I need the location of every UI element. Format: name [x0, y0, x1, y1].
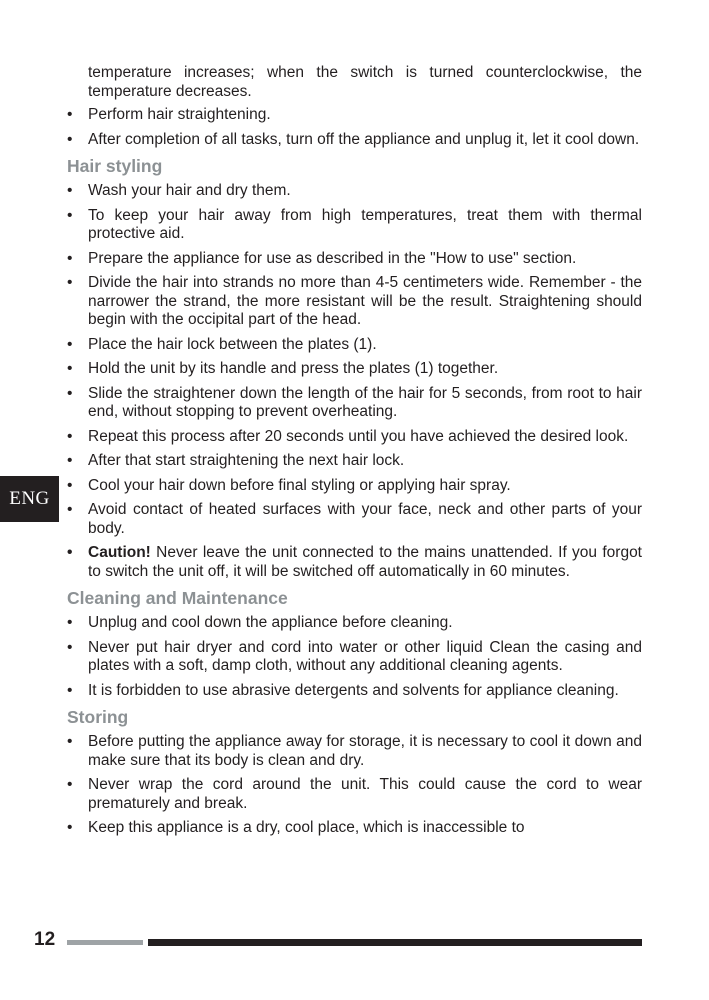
list-item: • Unplug and cool down the appliance before cleaning.	[67, 614, 453, 631]
list-item: • After completion of all tasks, turn off the appliance and unplug it, let it cool down.	[67, 130, 640, 148]
intro-list	[67, 106, 642, 149]
bullet-icon: •	[67, 206, 73, 224]
bullet-icon: •	[67, 501, 73, 518]
bullet-icon: •	[67, 776, 73, 793]
hair-styling-list	[67, 182, 642, 581]
storing-list	[67, 733, 642, 838]
section-heading-storing: Storing	[67, 707, 129, 727]
bullet-icon: •	[67, 681, 73, 699]
bullet-icon: •	[67, 476, 73, 494]
bullet-icon: •	[67, 130, 73, 148]
bullet-icon: •	[67, 427, 73, 445]
list-item: • Never wrap the cord around the unit. This could cause the cord to wear prematurely and break.	[67, 776, 642, 812]
bullet-icon: •	[67, 733, 73, 750]
bullet-icon: •	[67, 249, 73, 267]
footer-black-rule	[148, 939, 642, 946]
bullet-icon: •	[67, 544, 73, 561]
page-content	[67, 64, 642, 844]
caution-item	[67, 544, 642, 581]
list-item: • Prepare the appliance for use as described in the "How to use" section.	[67, 249, 577, 267]
list-item: • Perform hair straightening.	[67, 106, 271, 123]
list-item: • It is forbidden to use abrasive detergents and solvents for appliance cleaning.	[67, 681, 619, 699]
caution-label: Caution!	[88, 544, 151, 561]
list-item: • Place the hair lock between the plates (1).	[67, 335, 377, 353]
bullet-icon: •	[67, 106, 73, 123]
section-heading-cleaning: Cleaning and Maintenance	[67, 588, 288, 608]
list-item: • Slide the straightener down the length of the hair for 5 seconds, from root to hair end, without stopping to prevent overheating.	[67, 384, 642, 420]
bullet-icon: •	[67, 360, 73, 377]
bullet-icon: •	[67, 452, 73, 469]
bullet-icon: •	[67, 384, 73, 402]
list-item: • Repeat this process after 20 seconds until you have achieved the desired look.	[67, 427, 629, 445]
bullet-icon: •	[67, 182, 73, 199]
bullet-icon: •	[67, 638, 73, 656]
list-item: • Never put hair dryer and cord into water or other liquid Clean the casing and plates with a soft, damp cloth, without any additional cleaning agents.	[67, 638, 642, 674]
list-item: • Avoid contact of heated surfaces with your face, neck and other parts of your body.	[67, 501, 642, 537]
footer-grey-rule	[67, 940, 143, 945]
page-footer	[0, 928, 709, 958]
cleaning-list	[67, 614, 642, 700]
list-item: • Wash your hair and dry them.	[67, 182, 291, 199]
list-item: • To keep your hair away from high temperatures, treat them with thermal protective aid.	[67, 206, 642, 242]
list-item: • After that start straightening the next hair lock.	[67, 452, 405, 469]
list-item: • Before putting the appliance away for storage, it is necessary to cool it down and make sure that its body is clean and dry.	[67, 733, 642, 769]
bullet-icon: •	[67, 819, 73, 836]
bullet-icon: •	[67, 335, 73, 353]
list-item: • Hold the unit by its handle and press the plates (1) together.	[67, 360, 499, 377]
list-item: • Cool your hair down before final styling or applying hair spray.	[67, 476, 511, 494]
bullet-icon: •	[67, 614, 73, 631]
list-item: • Divide the hair into strands no more than 4-5 centimeters wide. Remember - the narrower the strand, the more resistant will be the result. Straightening should begin with the occipital part of the head.	[67, 274, 642, 328]
list-item: • Keep this appliance is a dry, cool place, which is inaccessible to	[67, 819, 525, 836]
page-number: 12	[34, 929, 56, 950]
section-heading-hair-styling: Hair styling	[67, 156, 163, 176]
caution-text: Never leave the unit connected to the mains unattended. If you forgot to switch the unit off, it will be switched off automatically in 60 minutes.	[88, 544, 642, 580]
language-tab: ENG	[0, 476, 59, 522]
bullet-icon: •	[67, 274, 73, 291]
continuation-text: temperature increases; when the switch is turned counterclockwise, the temperature decreases.	[88, 64, 642, 100]
